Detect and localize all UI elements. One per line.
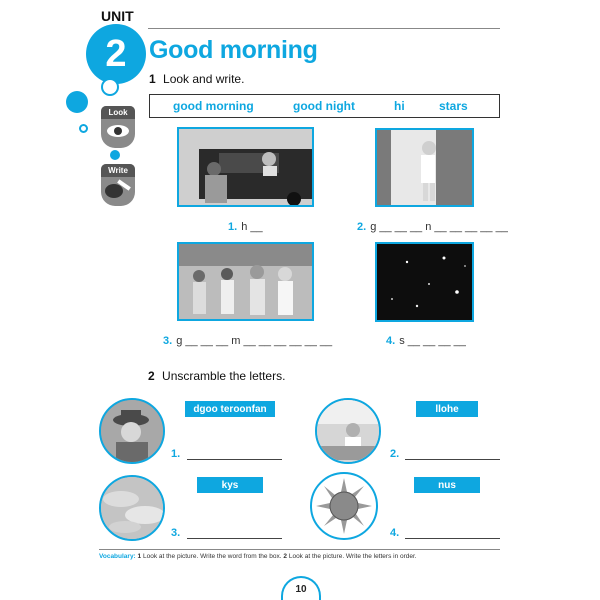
sun-icon <box>312 474 376 538</box>
answer-blank: g __ __ __ n __ __ __ __ __ <box>370 221 508 233</box>
photo-children-school <box>177 242 314 321</box>
pencil-icon <box>101 177 135 205</box>
answer-write-line-3[interactable] <box>187 538 282 539</box>
scrambled-word-3: kys <box>197 477 263 493</box>
circle-photo-man-hat <box>99 398 165 464</box>
item-number: 2. <box>390 448 400 460</box>
answer-write-line-2[interactable] <box>405 459 500 460</box>
photo-girl-bed <box>375 128 474 207</box>
exercise-1-instruction: Look and write. <box>163 72 245 86</box>
footer-text-2: Look at the picture. Write the letters in order. <box>287 553 417 560</box>
exercise-1-heading <box>149 72 244 86</box>
photo-night-stars <box>375 242 474 322</box>
page-number <box>281 576 321 600</box>
answer-blank: s __ __ __ __ <box>399 335 466 347</box>
scrambled-word-1: dgoo teroonfan <box>185 401 275 417</box>
word-box-item: stars <box>439 99 468 113</box>
answer-blank: g __ __ __ m __ __ __ __ __ __ <box>176 335 333 347</box>
circle-photo-girl-room <box>315 398 381 464</box>
item-number: 4. <box>386 335 396 347</box>
answer-line-4[interactable] <box>386 335 466 347</box>
scrambled-word-2: llohe <box>416 401 478 417</box>
answer-line-3[interactable] <box>163 335 332 347</box>
look-icon-label: Look <box>101 106 135 119</box>
page-title: Good morning <box>149 36 318 64</box>
scrambled-word-4: nus <box>414 477 480 493</box>
look-icon <box>101 106 135 148</box>
word-box-item: hi <box>394 99 405 113</box>
footer-num-2: 2 <box>283 553 288 560</box>
write-icon <box>101 164 135 206</box>
item-number: 4. <box>390 527 400 539</box>
word-box <box>149 94 500 118</box>
vocabulary-footer <box>99 553 417 560</box>
answer-write-line-4[interactable] <box>405 538 500 539</box>
answer-line-1[interactable] <box>228 221 263 233</box>
exercise-2-heading <box>148 369 285 383</box>
top-divider <box>148 28 500 29</box>
bottom-divider <box>99 549 500 550</box>
circle-photo-sky <box>99 475 165 541</box>
word-box-item: good morning <box>173 99 254 113</box>
item-number: 3. <box>171 527 181 539</box>
exercise-2-number: 2 <box>148 369 155 383</box>
decorative-ring <box>101 78 119 96</box>
footer-text-1: Look at the picture. Write the word from the box. <box>141 553 284 560</box>
decorative-dot <box>110 150 120 160</box>
write-icon-label: Write <box>101 164 135 177</box>
answer-blank: h __ <box>241 221 263 233</box>
eye-icon <box>101 119 135 147</box>
answer-write-line-1[interactable] <box>187 459 282 460</box>
item-number: 1. <box>171 448 181 460</box>
photo-girl-waving-car <box>177 127 314 207</box>
exercise-1-number: 1 <box>149 72 156 86</box>
word-box-item: good night <box>293 99 355 113</box>
footer-num-1: 1 <box>137 553 142 560</box>
item-number: 2. <box>357 221 367 233</box>
decorative-ring <box>79 124 88 133</box>
circle-drawing-sun <box>310 472 378 540</box>
item-number: 3. <box>163 335 173 347</box>
unit-label: UNIT <box>101 8 134 24</box>
answer-line-2[interactable] <box>357 221 508 233</box>
unit-number: 2 <box>105 32 127 75</box>
exercise-2-instruction: Unscramble the letters. <box>162 369 286 383</box>
item-number: 1. <box>228 221 238 233</box>
vocabulary-label: Vocabulary: <box>99 553 136 560</box>
page-number-text: 10 <box>295 583 307 595</box>
unit-number-badge <box>86 24 146 84</box>
decorative-dot <box>66 91 88 113</box>
